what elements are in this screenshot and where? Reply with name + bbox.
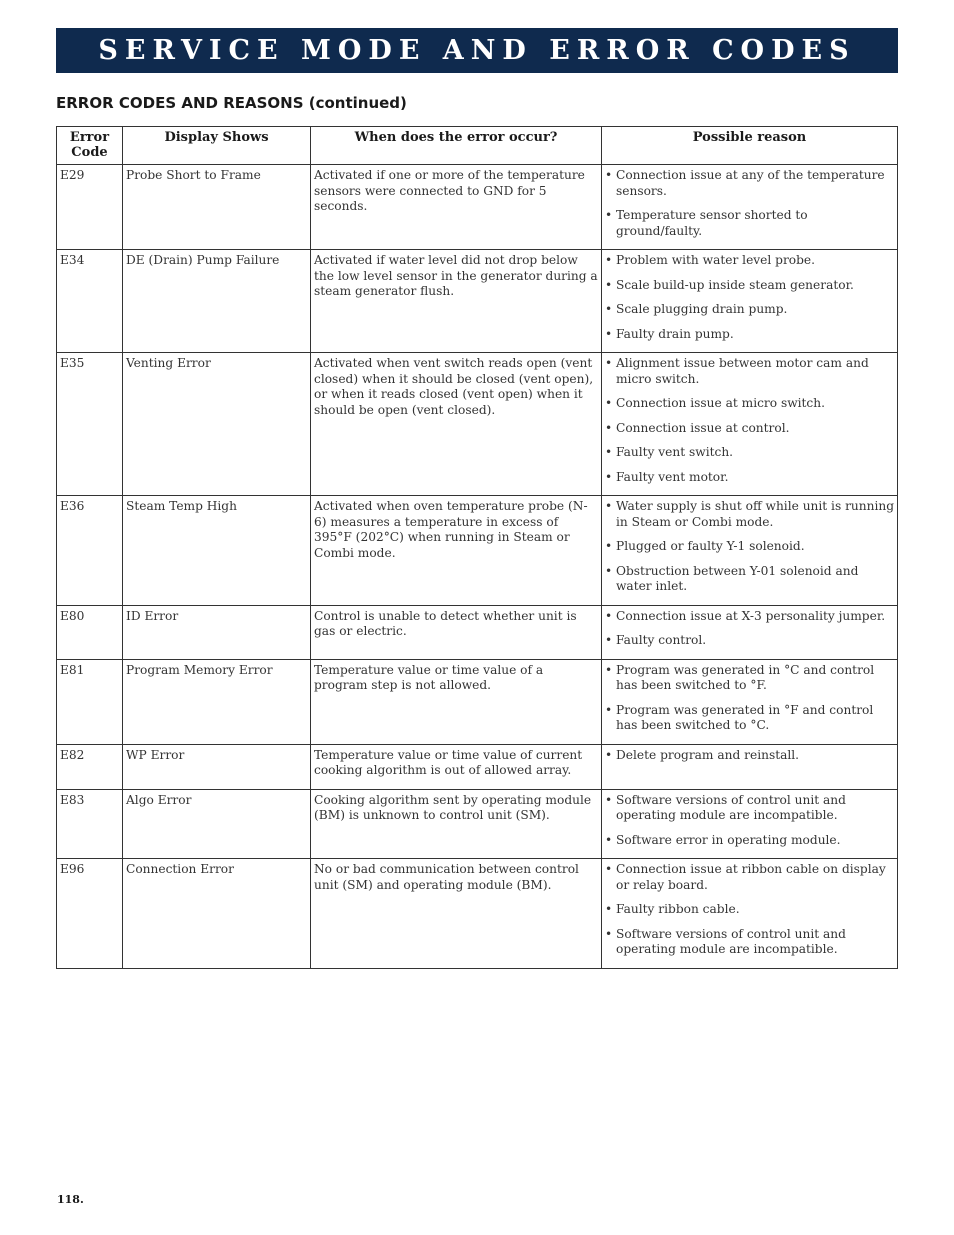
reason-item: • Water supply is shut off while unit is running in Steam or Combi mode. (605, 499, 894, 530)
reason-item: • Software versions of control unit and operating module are incompatible. (605, 793, 894, 824)
reason-list (605, 793, 894, 849)
reason-item: • Faulty drain pump. (605, 327, 894, 343)
error-code-cell: E36 (57, 496, 123, 606)
reason-item: • Alignment issue between motor cam and micro switch. (605, 356, 894, 387)
possible-reason-cell (602, 605, 898, 659)
when-occurs-cell: Activated if one or more of the temperature sensors were connected to GND for 5 seconds. (311, 165, 602, 250)
reason-list (605, 862, 894, 958)
possible-reason-cell (602, 659, 898, 744)
error-code-cell: E83 (57, 789, 123, 859)
header-error-code-line2: Code (71, 145, 108, 160)
reason-item: • Delete program and reinstall. (605, 748, 894, 764)
display-shows-cell: DE (Drain) Pump Failure (123, 250, 311, 353)
table-row (57, 250, 898, 353)
table-body (57, 165, 898, 969)
table-header-row (57, 127, 898, 165)
possible-reason-cell (602, 859, 898, 969)
reason-list (605, 748, 894, 764)
table-row (57, 496, 898, 606)
error-code-cell: E82 (57, 744, 123, 789)
banner-title: SERVICE MODE AND ERROR CODES (98, 35, 856, 66)
possible-reason-cell (602, 250, 898, 353)
header-error-code-line1: Error (69, 130, 110, 145)
table-row (57, 659, 898, 744)
header-possible-reason: Possible reason (602, 127, 898, 165)
error-code-cell: E34 (57, 250, 123, 353)
reason-item: • Connection issue at ribbon cable on display or relay board. (605, 862, 894, 893)
reason-item: • Temperature sensor shorted to ground/faulty. (605, 208, 894, 239)
page-number: 118. (57, 1193, 84, 1206)
reason-item: • Obstruction between Y-01 solenoid and water inlet. (605, 564, 894, 595)
display-shows-cell: Steam Temp High (123, 496, 311, 606)
reason-item: • Plugged or faulty Y-1 solenoid. (605, 539, 894, 555)
when-occurs-cell: No or bad communication between control unit (SM) and operating module (BM). (311, 859, 602, 969)
section-title: ERROR CODES AND REASONS (continued) (56, 94, 407, 112)
table-row (57, 165, 898, 250)
reason-item: • Program was generated in °F and control has been switched to °C. (605, 703, 894, 734)
header-when-occurs: When does the error occur? (311, 127, 602, 165)
reason-list (605, 253, 894, 342)
reason-item: • Connection issue at control. (605, 421, 894, 437)
header-display-shows: Display Shows (123, 127, 311, 165)
when-occurs-cell: Temperature value or time value of current cooking algorithm is out of allowed array. (311, 744, 602, 789)
table-row (57, 859, 898, 969)
reason-list (605, 499, 894, 595)
reason-item: • Scale build-up inside steam generator. (605, 278, 894, 294)
error-code-cell: E29 (57, 165, 123, 250)
reason-item: • Faulty vent motor. (605, 470, 894, 486)
when-occurs-cell: Activated when vent switch reads open (vent closed) when it should be closed (vent open), or when it reads closed (vent open) when it should be open (vent closed). (311, 353, 602, 496)
reason-item: • Connection issue at X-3 personality jumper. (605, 609, 894, 625)
error-codes-table (56, 126, 898, 969)
when-occurs-cell: Cooking algorithm sent by operating module (BM) is unknown to control unit (SM). (311, 789, 602, 859)
reason-item: • Faulty ribbon cable. (605, 902, 894, 918)
reason-item: • Scale plugging drain pump. (605, 302, 894, 318)
reason-list (605, 168, 894, 239)
reason-item: • Program was generated in °C and control has been switched to °F. (605, 663, 894, 694)
reason-item: • Connection issue at micro switch. (605, 396, 894, 412)
table-row (57, 605, 898, 659)
reason-list (605, 609, 894, 649)
display-shows-cell: ID Error (123, 605, 311, 659)
header-error-code (57, 127, 123, 165)
reason-list (605, 356, 894, 485)
reason-item: • Software versions of control unit and operating module are incompatible. (605, 927, 894, 958)
possible-reason-cell (602, 789, 898, 859)
display-shows-cell: Program Memory Error (123, 659, 311, 744)
table-row (57, 789, 898, 859)
table-row (57, 353, 898, 496)
display-shows-cell: Venting Error (123, 353, 311, 496)
display-shows-cell: Algo Error (123, 789, 311, 859)
possible-reason-cell (602, 353, 898, 496)
error-code-cell: E81 (57, 659, 123, 744)
reason-item: • Software error in operating module. (605, 833, 894, 849)
reason-item: • Faulty control. (605, 633, 894, 649)
possible-reason-cell (602, 496, 898, 606)
reason-list (605, 663, 894, 734)
possible-reason-cell (602, 165, 898, 250)
error-code-cell: E35 (57, 353, 123, 496)
reason-item: • Connection issue at any of the temperature sensors. (605, 168, 894, 199)
when-occurs-cell: Control is unable to detect whether unit is gas or electric. (311, 605, 602, 659)
reason-item: • Problem with water level probe. (605, 253, 894, 269)
display-shows-cell: Connection Error (123, 859, 311, 969)
table-row (57, 744, 898, 789)
when-occurs-cell: Temperature value or time value of a program step is not allowed. (311, 659, 602, 744)
page-banner (56, 28, 898, 73)
display-shows-cell: Probe Short to Frame (123, 165, 311, 250)
when-occurs-cell: Activated when oven temperature probe (N-6) measures a temperature in excess of 395°F (202°C) when running in Steam or Combi mode. (311, 496, 602, 606)
error-code-cell: E96 (57, 859, 123, 969)
possible-reason-cell (602, 744, 898, 789)
error-code-cell: E80 (57, 605, 123, 659)
reason-item: • Faulty vent switch. (605, 445, 894, 461)
display-shows-cell: WP Error (123, 744, 311, 789)
when-occurs-cell: Activated if water level did not drop below the low level sensor in the generator during a steam generator flush. (311, 250, 602, 353)
